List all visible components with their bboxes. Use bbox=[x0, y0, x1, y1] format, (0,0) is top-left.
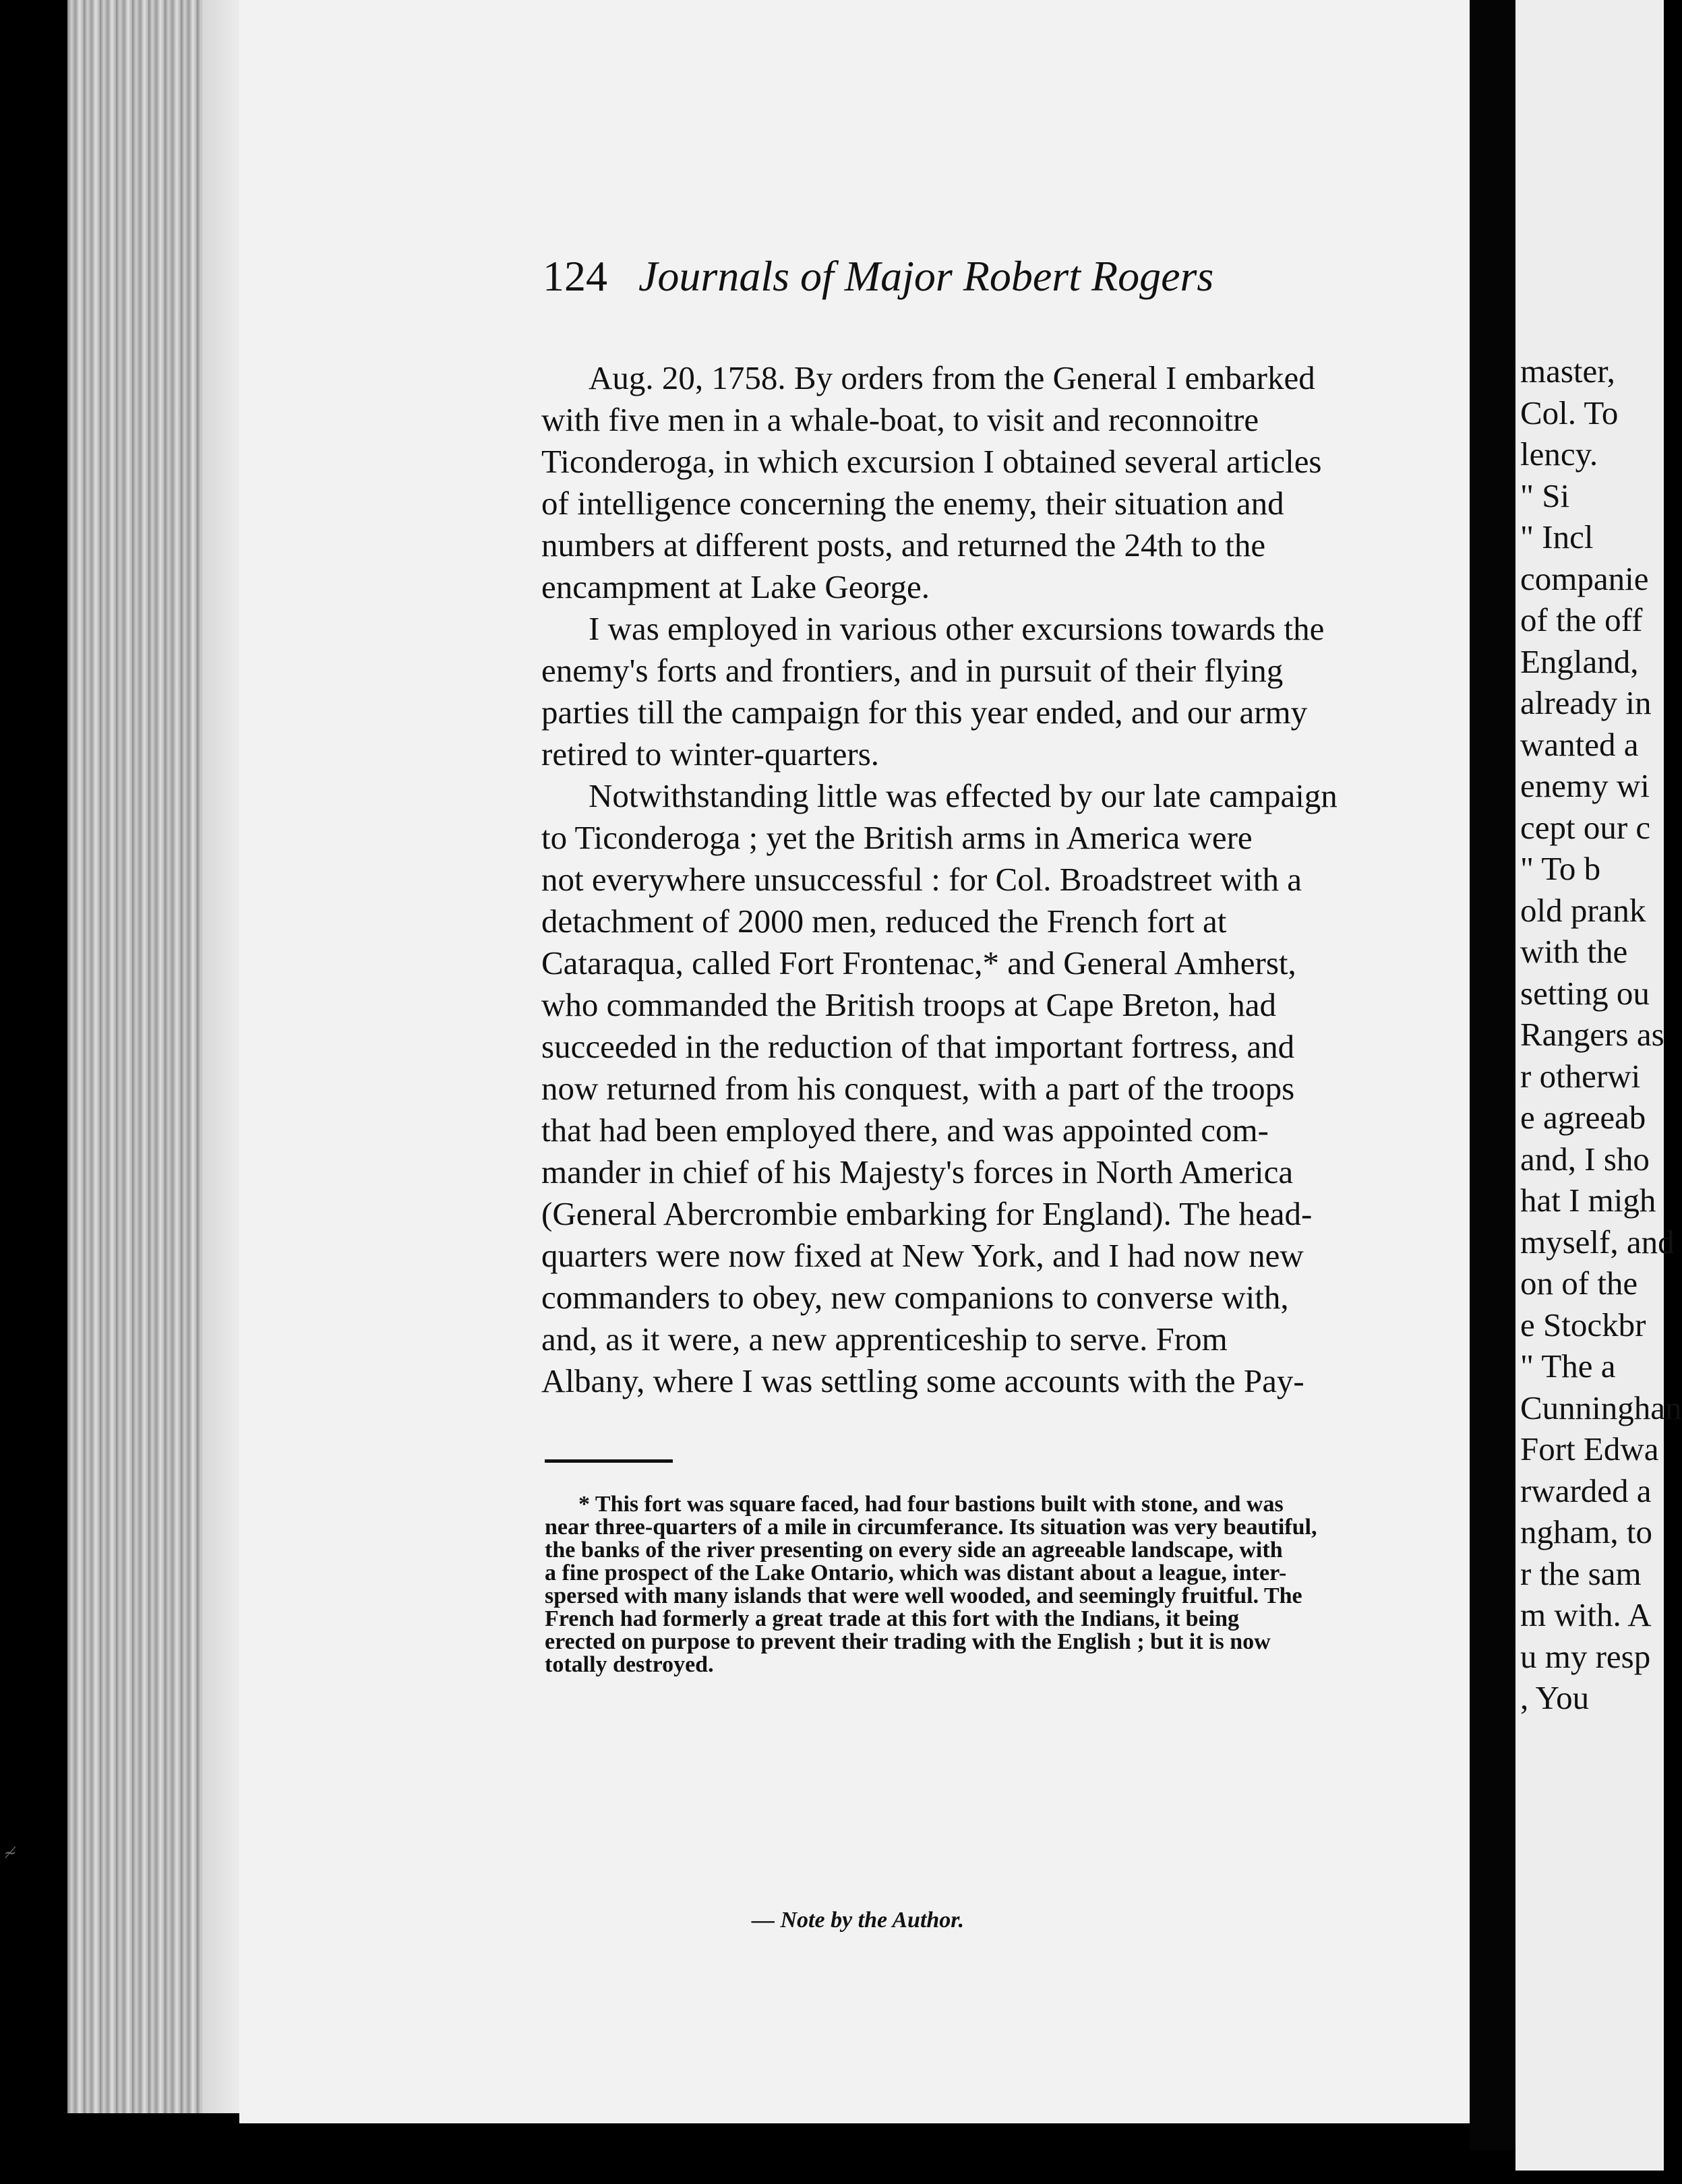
facing-line: r the sam bbox=[1520, 1554, 1642, 1592]
page-number: 124 bbox=[543, 252, 607, 300]
body-line: numbers at different posts, and returned the 24th to the bbox=[541, 526, 1266, 564]
facing-line: Cunninghan bbox=[1520, 1389, 1682, 1426]
body-line: who commanded the British troops at Cape Breton, had bbox=[541, 986, 1277, 1023]
facing-line: ngham, to bbox=[1520, 1513, 1652, 1550]
body-line: to Ticonderoga ; yet the British arms in America were bbox=[541, 819, 1253, 856]
footnote-line: * This fort was square faced, had four bastions built with stone, and was bbox=[578, 1492, 1284, 1517]
body-line: with five men in a whale-boat, to visit and reconnoitre bbox=[541, 401, 1259, 438]
body-line: Ticonderoga, in which excursion I obtained several articles bbox=[541, 443, 1322, 480]
facing-line: " The a bbox=[1520, 1347, 1616, 1385]
facing-line: myself, and bbox=[1520, 1223, 1675, 1261]
facing-line: old prank bbox=[1520, 891, 1646, 929]
footnote-line: erected on purpose to prevent their trading with the English ; but it is now bbox=[545, 1629, 1271, 1654]
facing-line: enemy wi bbox=[1520, 767, 1650, 804]
facing-line: u my resp bbox=[1520, 1637, 1651, 1675]
footnote-signature: — Note by the Author. bbox=[752, 1908, 965, 1933]
body-line: Notwithstanding little was effected by our late campaign bbox=[589, 777, 1338, 814]
body-line: that had been employed there, and was appointed com- bbox=[541, 1112, 1269, 1149]
body-line: now returned from his conquest, with a part of the troops bbox=[541, 1070, 1295, 1107]
facing-page-text bbox=[1520, 351, 1682, 1719]
facing-line: Fort Edwa bbox=[1520, 1430, 1659, 1467]
facing-line: e agreeab bbox=[1520, 1099, 1646, 1136]
facing-line: of the off bbox=[1520, 601, 1643, 638]
body-line: succeeded in the reduction of that important fortress, and bbox=[541, 1028, 1295, 1065]
facing-line: hat I migh bbox=[1520, 1182, 1656, 1219]
book-title: Journals of Major Robert Rogers bbox=[638, 252, 1214, 300]
facing-line: , You bbox=[1520, 1679, 1590, 1716]
facing-line: England, bbox=[1520, 642, 1639, 680]
footnote-line: spersed with many islands that were well wooded, and seemingly fruitful. The bbox=[545, 1583, 1302, 1608]
facing-line: m with. A bbox=[1520, 1596, 1652, 1633]
facing-line: " To b bbox=[1520, 850, 1601, 887]
facing-line: on of the bbox=[1520, 1265, 1638, 1302]
footnote-line: a fine prospect of the Lake Ontario, which was distant about a league, inter- bbox=[545, 1560, 1287, 1585]
running-head bbox=[543, 249, 1392, 303]
facing-line: " Si bbox=[1520, 477, 1570, 514]
body-line: Cataraqua, called Fort Frontenac,* and General Amherst, bbox=[541, 944, 1296, 981]
facing-line: setting ou bbox=[1520, 974, 1650, 1012]
facing-line: companie bbox=[1520, 559, 1649, 597]
facing-line: r otherwi bbox=[1520, 1057, 1641, 1095]
footnote-rule bbox=[545, 1459, 673, 1463]
facing-line: rwarded a bbox=[1520, 1472, 1652, 1509]
page-shadow bbox=[202, 0, 243, 2113]
body-line: not everywhere unsuccessful : for Col. Broadstreet with a bbox=[541, 861, 1302, 898]
facing-line: wanted a bbox=[1520, 725, 1639, 763]
facing-line: cept our c bbox=[1520, 808, 1651, 846]
facing-line: e Stockbr bbox=[1520, 1306, 1646, 1343]
body-line: (General Abercrombie embarking for England). The head- bbox=[541, 1195, 1313, 1232]
facing-line: lency. bbox=[1520, 435, 1598, 473]
facing-line: Col. To bbox=[1520, 394, 1619, 431]
body-line: Aug. 20, 1758. By orders from the General I embarked bbox=[589, 359, 1315, 396]
body-line: encampment at Lake George. bbox=[541, 568, 930, 605]
body-line: Albany, where I was settling some accounts with the Pay- bbox=[541, 1362, 1304, 1399]
scan-speck: ≁ bbox=[4, 1844, 17, 1861]
facing-line: with the bbox=[1520, 933, 1628, 970]
footnote bbox=[545, 1493, 1482, 1676]
facing-line: " Incl bbox=[1520, 518, 1594, 555]
footnote-line: near three-quarters of a mile in circumferance. Its situation was very beautiful, bbox=[545, 1515, 1317, 1540]
footnote-line: totally destroyed. bbox=[545, 1652, 714, 1677]
facing-line: Rangers as bbox=[1520, 1016, 1664, 1053]
facing-line: already in bbox=[1520, 684, 1652, 721]
body-line: mander in chief of his Majesty's forces in North America bbox=[541, 1153, 1294, 1190]
body-line: of intelligence concerning the enemy, their situation and bbox=[541, 485, 1284, 522]
body-text bbox=[541, 357, 1485, 1402]
footnote-line: French had formerly a great trade at this fort with the Indians, it being bbox=[545, 1606, 1240, 1631]
body-line: and, as it were, a new apprenticeship to serve. From bbox=[541, 1321, 1228, 1358]
body-line: parties till the campaign for this year ended, and our army bbox=[541, 694, 1308, 731]
body-line: retired to winter-quarters. bbox=[541, 735, 880, 772]
body-line: I was employed in various other excursions towards the bbox=[589, 610, 1325, 647]
body-line: detachment of 2000 men, reduced the French fort at bbox=[541, 903, 1227, 940]
footnote-line: the banks of the river presenting on every side an agreeable landscape, with bbox=[545, 1538, 1283, 1563]
body-line: enemy's forts and frontiers, and in pursuit of their flying bbox=[541, 652, 1284, 689]
body-line: commanders to obey, new companions to converse with, bbox=[541, 1279, 1289, 1316]
body-line: quarters were now fixed at New York, and I had now new bbox=[541, 1237, 1304, 1274]
facing-line: and, I sho bbox=[1520, 1140, 1650, 1178]
facing-line: master, bbox=[1520, 353, 1615, 390]
